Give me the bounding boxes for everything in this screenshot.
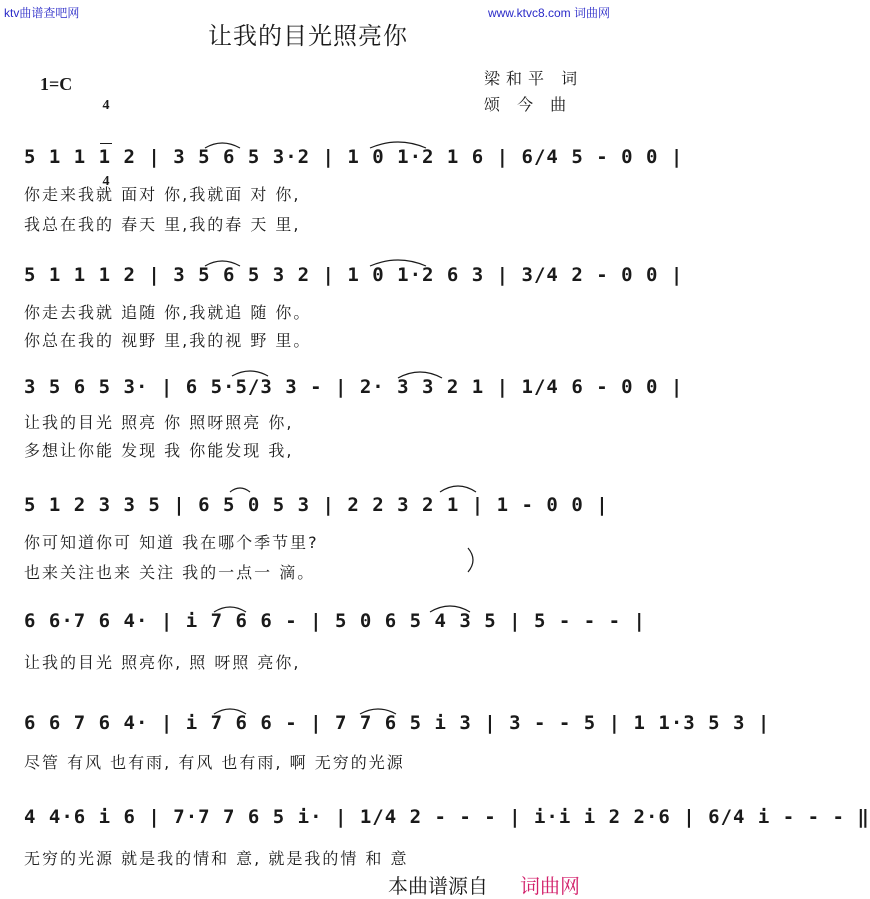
slur <box>370 142 426 148</box>
slur <box>398 372 442 378</box>
lyric-line-1a: 你走来我就 面对 你,我就面 对 你, <box>24 185 301 204</box>
lyricist-credit: 梁和平 词 <box>484 69 584 88</box>
slur <box>230 488 250 492</box>
composer-credit: 颂 今 曲 <box>484 95 573 114</box>
lyric-line-1b: 我总在我的 春天 里,我的春 天 里, <box>24 215 301 234</box>
lyric-line-3b: 多想让你能 发现 我 你能发现 我, <box>24 441 294 460</box>
slur <box>214 709 246 714</box>
lyric-line-6: 尽管 有风 也有雨, 有风 也有雨, 啊 无穷的光源 <box>24 753 405 772</box>
lyric-line-2a: 你走去我就 追随 你,我就追 随 你。 <box>24 303 312 322</box>
slur <box>370 260 426 266</box>
watermark-left: ktv曲谱查吧网 <box>4 6 80 20</box>
lyric-line-4a: 你可知道你可 知道 我在哪个季节里? <box>24 533 319 552</box>
slur <box>440 486 476 492</box>
key-signature: 1=C <box>40 74 73 94</box>
lyric-line-5: 让我的目光 照亮你, 照 呀照 亮你, <box>24 653 301 672</box>
song-title: 让我的目光照亮你 <box>208 22 408 50</box>
lyric-line-4b: 也来关注也来 关注 我的一点一 滴。 <box>24 563 316 582</box>
notation-line-2: 5 1 1 1 2 | 3 5 6 5 3 2 | 1 0 1·2 6 3 | 3/4 2 - 0 0 | <box>24 264 684 286</box>
time-signature-top: 4 <box>102 98 110 113</box>
watermark-right: www.ktvc8.com 词曲网 <box>487 6 610 20</box>
source-label: 本曲谱源自 <box>388 874 488 898</box>
notation-line-6: 6 6 7 6 4· | i 7 6 6 - | 7 7 6 5 i 3 | 3 - - 5 | 1 1·3 5 3 | <box>24 712 771 734</box>
notation-line-4: 5 1 2 3 3 5 | 6 5 0 5 3 | 2 2 3 2 1 | 1 - 0 0 | <box>24 494 609 516</box>
time-signature-bottom: 4 <box>102 174 110 189</box>
notation-line-1: 5 1 1 1 2 | 3 5 6 5 3·2 | 1 0 1·2 1 6 | 6/4 5 - 0 0 | <box>24 146 684 168</box>
slur <box>205 261 240 266</box>
notation-line-7: 4 4·6 i 6 | 7·7 7 6 5 i· | 1/4 2 - - - | i·i i 2 2·6 | 6/4 i - - - ‖ <box>24 806 870 828</box>
slur <box>430 606 470 612</box>
repeat-brace <box>468 548 473 572</box>
slur <box>360 709 396 714</box>
lyric-line-2b: 你总在我的 视野 里,我的视 野 里。 <box>24 331 312 350</box>
slur <box>214 607 246 612</box>
lyric-line-7: 无穷的光源 就是我的情和 意, 就是我的情 和 意 <box>24 849 409 868</box>
notation-line-5: 6 6·7 6 4· | i 7 6 6 - | 5 0 6 5 4 3 5 | 5 - - - | <box>24 610 646 632</box>
slur <box>232 371 268 376</box>
lyric-line-3a: 让我的目光 照亮 你 照呀照亮 你, <box>24 413 294 432</box>
source-site-label: 词曲网 <box>520 874 580 898</box>
notation-line-3: 3 5 6 5 3· | 6 5·5/3 3 - | 2· 3 3 2 1 | 1/4 6 - 0 0 | <box>24 376 684 398</box>
slur <box>205 143 240 148</box>
